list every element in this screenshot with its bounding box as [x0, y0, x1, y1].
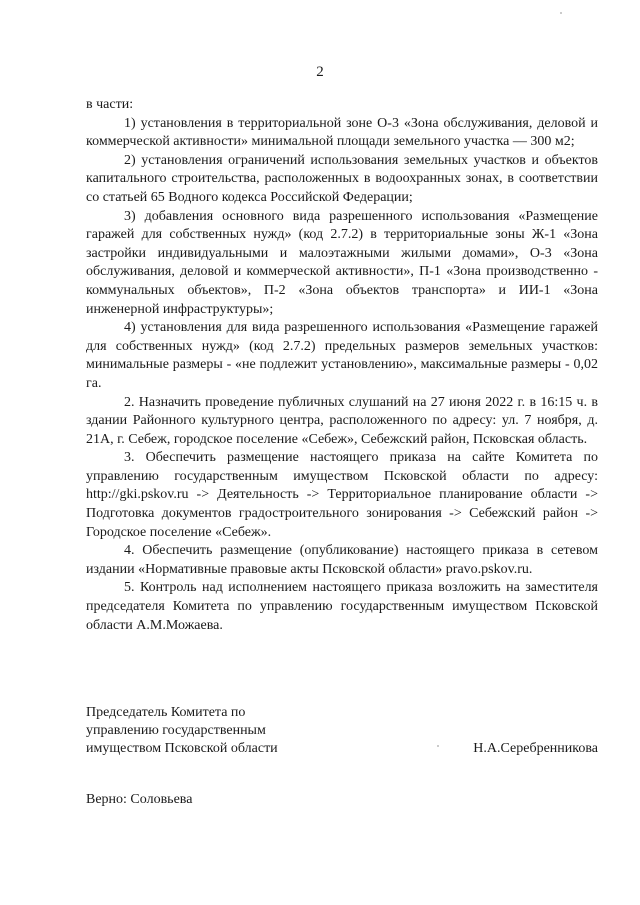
signer-title-line-2: управлению государственным — [86, 723, 266, 738]
paragraph-item-3: 3) добавления основного вида разрешенного использования «Размещение гаражей для собственных нужд» (код 2.7.2) в территориальные зоны Ж-1 «Зона застройки индивидуальными и малоэтажными жилыми домами», О-3 «Зона обслуживания, деловой и коммерческой активности», П-1 «Зона производственно - коммунальных объектов», П-2 «Зона объектов транспорта» и ИИ-1 «Зона инженерной инфраструктуры»; — [86, 208, 598, 317]
signer-title-line-1: Председатель Комитета по — [86, 705, 246, 720]
document-body — [86, 96, 598, 635]
signer-name: Н.А.Серебренникова — [473, 741, 598, 756]
verification-note: Верно: Соловьева — [86, 792, 193, 807]
paragraph-item-4: 4) установления для вида разрешенного использования «Размещение гаражей для собственных нужд» (код 2.7.2) предельных размеров земельных участков: минимальные размеры - «не подлежит установлению», максимальные размеры - 0,02 га. — [86, 320, 598, 391]
signature-block — [86, 704, 598, 758]
paragraph-publication-pravo: 4. Обеспечить размещение (опубликование) настоящего приказа в сетевом издании «Нормативные правовые акты Псковской области» pravo.pskov.ru. — [86, 543, 598, 577]
paragraph-publication-site: 3. Обеспечить размещение настоящего приказа на сайте Комитета по управлению государственным имуществом Псковской области по адресу: http://gki.pskov.ru -> Деятельность -> Территориальное планирование области -> Подготовка документов градостроительного зонирования -> Себежский район -> Городское поселение «Себеж». — [86, 450, 598, 540]
page-number: 2 — [316, 64, 324, 80]
scan-speck — [560, 12, 562, 14]
paragraph-hearings: 2. Назначить проведение публичных слушаний на 27 июня 2022 г. в 16:15 ч. в здании Районного культурного центра, расположенного по адресу: ул. 7 ноября, д. 21А, г. Себеж, городское поселение «Себеж», Себежский район, Псковская область. — [86, 394, 598, 447]
signer-title-line-3: имуществом Псковской области — [86, 741, 278, 756]
paragraph-intro: в части: — [86, 97, 134, 112]
scan-speck — [437, 745, 439, 747]
paragraph-item-1: 1) установления в территориальной зоне О-3 «Зона обслуживания, деловой и коммерческой активности» минимальной площади земельного участка — 300 м2; — [86, 115, 598, 150]
paragraph-control: 5. Контроль над исполнением настоящего приказа возложить на заместителя председателя Комитета по управлению государственным имуществом Псковской области А.М.Можаева. — [86, 580, 598, 633]
paragraph-item-2: 2) установления ограничений использования земельных участков и объектов капитального строительства, расположенных в водоохранных зонах, в соответствии со статьей 65 Водного кодекса Российской Федерации; — [86, 152, 598, 205]
